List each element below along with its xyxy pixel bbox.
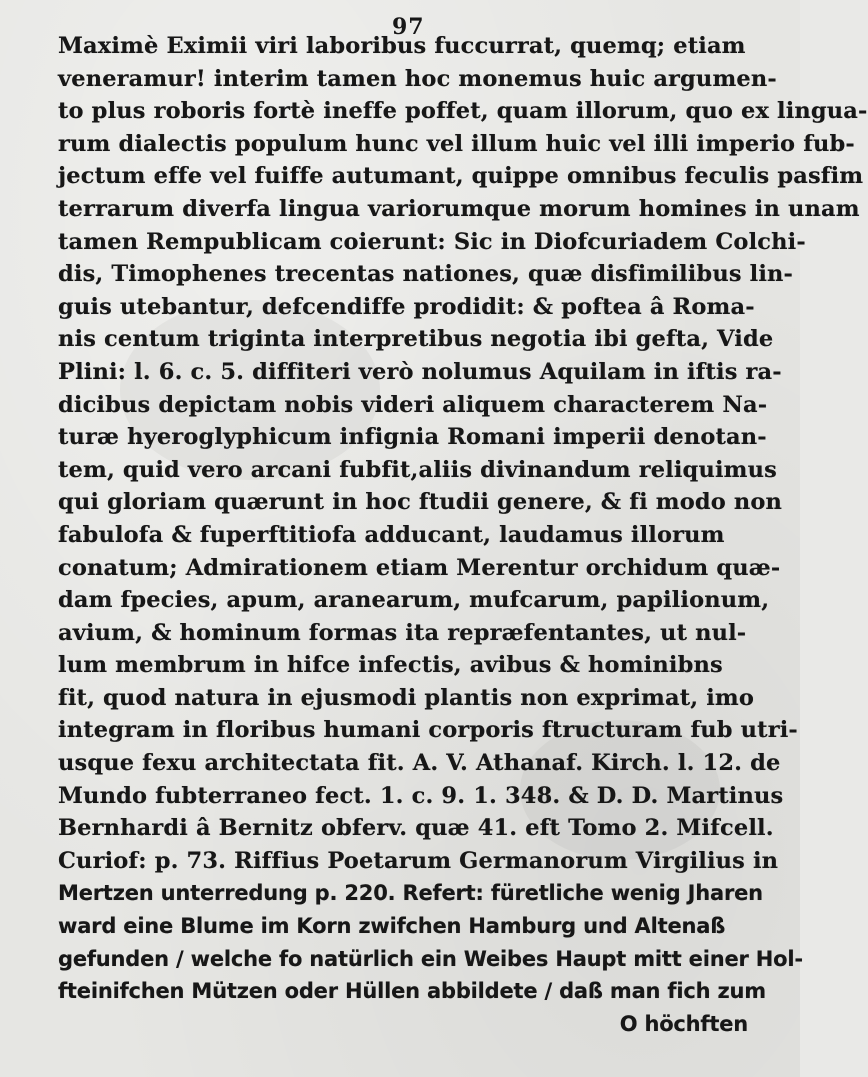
text-line: nis centum triginta interpretibus negotia ibi gefta, Vide bbox=[58, 326, 774, 353]
text-line: to plus roboris fortè ineffe poffet, quam illorum, quo ex lingua- bbox=[58, 98, 868, 125]
text-line: guis utebantur, defcendiffe prodidit: & poftea â Roma- bbox=[58, 293, 755, 320]
text-line: Mundo fubterraneo fect. 1. c. 9. 1. 348. & D. D. Martinus bbox=[58, 782, 784, 809]
text-line: avium, & hominum formas ita repræfentantes, ut nul- bbox=[58, 619, 747, 646]
text-line: tem, quid vero arcani fubfit,aliis divinandum reliquimus bbox=[58, 456, 777, 483]
text-line: usque fexu architectata fit. A. V. Athanaf. Kirch. l. 12. de bbox=[58, 750, 781, 777]
body-text bbox=[58, 30, 868, 1040]
text-line: ward eine Blume im Korn zwifchen Hamburg und Altenaß bbox=[58, 914, 726, 939]
text-line: fit, quod natura in ejusmodi plantis non exprimat, imo bbox=[58, 684, 755, 711]
text-line: integram in floribus humani corporis ftructuram fub utri- bbox=[58, 717, 798, 744]
text-line: dicibus depictam nobis videri aliquem characterem Na- bbox=[58, 391, 768, 418]
text-line: dis, Timophenes trecentas nationes, quæ disfimilibus lin- bbox=[58, 261, 794, 288]
text-line: Maximè Eximii viri laboribus fuccurrat, quemq; etiam bbox=[58, 33, 746, 59]
text-line: Mertzen unterredung p. 220. Refert: füretliche wenig Jharen bbox=[58, 881, 763, 906]
text-line: lum membrum in hifce infectis, avibus & hominibns bbox=[58, 652, 723, 679]
text-line: turæ hyeroglyphicum infignia Romani imperii denotan- bbox=[58, 424, 767, 451]
text-line: veneramur! interim tamen hoc monemus huic argumen- bbox=[58, 65, 777, 92]
text-line: Plini: l. 6. c. 5. diffiteri verò nolumus Aquilam in iftis ra- bbox=[58, 358, 782, 385]
catchword-line: O höchften bbox=[619, 1011, 748, 1036]
text-line: rum dialectis populum hunc vel illum huic vel illi imperio fub- bbox=[58, 130, 855, 157]
page-number: 97 bbox=[392, 14, 425, 40]
text-line: Curiof: p. 73. Riffius Poetarum Germanorum Virgilius in bbox=[58, 847, 779, 874]
text-line: terrarum diverfa lingua variorumque morum homines in unam bbox=[58, 195, 860, 222]
text-line: fabulofa & fuperftitiofa adducant, laudamus illorum bbox=[58, 521, 725, 548]
text-line: Bernhardi â Bernitz obferv. quæ 41. eft Tomo 2. Mifcell. bbox=[58, 815, 774, 842]
text-line: fteinifchen Mützen oder Hüllen abbildete / daß man fich zum bbox=[58, 979, 766, 1004]
text-line: qui gloriam quærunt in hoc ftudii genere, & fi modo non bbox=[58, 489, 783, 516]
text-line: gefunden / welche fo natürlich ein Weibes Haupt mitt einer Hol- bbox=[58, 946, 803, 971]
text-line: jectum effe vel fuiffe autumant, quippe omnibus feculis pasfim bbox=[58, 163, 864, 190]
text-line: tamen Rempublicam coierunt: Sic in Diofcuriadem Colchi- bbox=[58, 228, 806, 255]
text-line: dam fpecies, apum, aranearum, mufcarum, papilionum, bbox=[58, 587, 770, 614]
text-line: conatum; Admirationem etiam Merentur orchidum quæ- bbox=[58, 554, 781, 581]
